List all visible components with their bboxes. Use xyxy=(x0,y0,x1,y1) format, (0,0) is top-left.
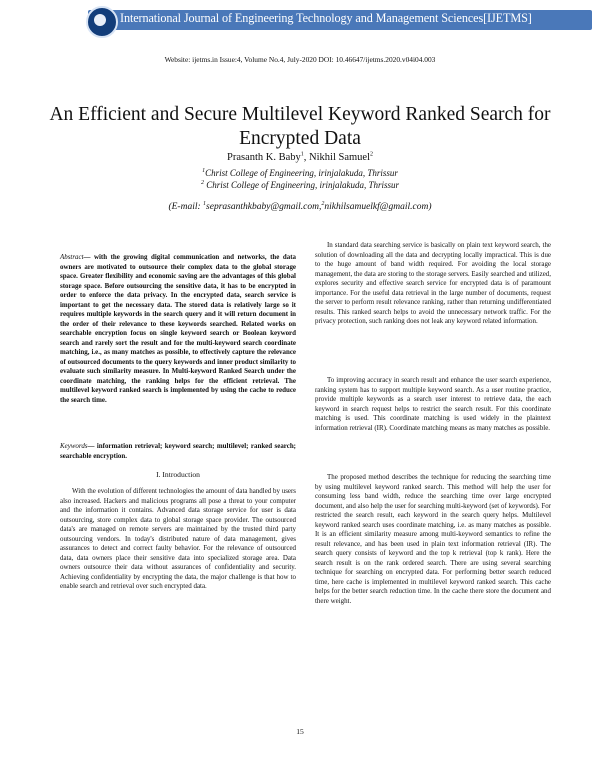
affiliation-2-sup: 2 xyxy=(200,180,204,186)
author-separator: , xyxy=(303,152,310,163)
affiliation-2 xyxy=(0,179,600,191)
section-heading-introduction: I. Introduction xyxy=(156,470,200,479)
email-2[interactable]: nikhilsamuelkf@gmail.com) xyxy=(324,202,432,212)
abstract-text: — with the growing digital communication and networks, the data owners are motivated to outsource their complex data to the global storage space. Greater flexibility and economic saving are the advantages of this global storage space. Before outsourcing the sensitive data, it has to be encrypted in order to enforce the data privacy. In the encrypted data, search service is important to get the necessary data. The stored data is relatively large so it requires multiple keywords in the search query and it will return document in the order of their relevance to these keywords searched. Related works on searchable encryption focus on single keyword search or Boolean keyword search and rarely sort the result and for the multi-keyword search coordinate matching, i.e., as many matches as possible, to effectively capture the relevance of outsourced documents to the query keywords and inner product similarity to evaluate such similarity measure. In Multi-keyword Ranked Search under the coordinate matching, the ranking helps for the efficient retrieval. The multilevel keyword ranked search is implemented by using the cache to reduce the search time. xyxy=(60,253,296,404)
paragraph-right-3: The proposed method describes the technique for reducing the searching time by using multilevel keyword ranked search. This method will help the user for consuming less band width, reduce the searching time over large encrypted document, and also help the user for searching multi-keyword (set of keywords). For restricted the search result, each keyword in the search query helps. Multilevel keyword ranked search uses coordinate matching, i.e. as many matches as possible. It is an efficient similarity measure among multi-keyword semantics to refine the result relevance, and has been used in plain text information retrieval (IR). The search query consists of keyword and the top k retrieval (top k rank). Here the search result is on the rank ordered search. There are using several searching technique for searching on encrypted data. For performing better search reduced time, here cache is implemented in multilevel keyword ranked search. This cache helps for the better search reduction time. In the cache there store the document and there weight. xyxy=(315,473,551,605)
paragraph-intro-1: With the evolution of different technologies the amount of data handled by users also increased. Hackers and malicious programs all pose a threat to your computer and the information it contains. Advanced data storage service for user is data outsourcing, store complex data to global storage space provider. The outsourced data's are managed on remote servers are maintained by the trusted third party outsourcing vendors. In today's distributed nature of data management, gives assurances to detect and correct faulty behavior. For the relevance of outsourced data, data owners place their sensitive data into specialized storage area. Data owners outsource their data without assurances of confidentiality and security. Achieving confidentiality by encrypting the data, the major challenge is that how to enable search and retrieval over such encrypted data. xyxy=(60,487,296,590)
affiliation-2-text: Christ College of Engineering, irinjalakuda, Thrissur xyxy=(203,180,399,190)
author-2: Nikhil Samuel xyxy=(309,152,370,163)
journal-title: International Journal of Engineering Technology and Management Sciences[IJETMS] xyxy=(120,11,532,25)
email-2-sup: 2 xyxy=(321,200,325,207)
keywords-text: — information retrieval; keyword search; multilevel; ranked search; searchable encryption. xyxy=(60,442,296,460)
journal-logo-icon xyxy=(86,6,118,38)
author-1-sup: 1 xyxy=(300,151,304,158)
author-2-sup: 2 xyxy=(370,151,373,158)
website-line: Website: ijetms.in Issue:4, Volume No.4, July-2020 DOI: 10.46647/ijetms.2020.v04i04.003 xyxy=(164,55,436,64)
email-prefix: (E-mail: xyxy=(168,202,204,212)
abstract-lead: Abstract xyxy=(60,253,84,261)
keywords-lead: Keywords xyxy=(60,442,88,450)
affiliation-1-sup: 1 xyxy=(202,168,206,174)
affiliation-1 xyxy=(0,167,600,179)
author-1: Prasanth K. Baby xyxy=(226,152,301,163)
abstract xyxy=(60,253,296,405)
page-number: 15 xyxy=(296,727,304,736)
email-line xyxy=(0,202,600,212)
email-1[interactable]: seprasanthkbaby@gmail.com, xyxy=(206,202,322,212)
keywords xyxy=(60,442,296,461)
email-1-sup: 1 xyxy=(203,200,207,207)
paragraph-right-2: To improving accuracy in search result and enhance the user search experience, ranking system has to support multiple keyword search. As a user routine practice, provide multiple keywords as a search user interest to retrieve data, the each keyword in search request helps to restrict the search result. For this coordinate matching is used. This coordinate matching is used widely in the plaintext information retrieval (IR). Coordinate matching means as many matches as possible. xyxy=(315,376,551,432)
paragraph-right-1: In standard data searching service is basically on plain text keyword search, the solution of downloading all the data and decrypting locally impractical. This is due to the huge amount of band width required. For avoiding the local storage management, the data are storing to the storage servers. Easily searched and utilized, explores security and effective search service for encrypted data is of paramount importance. For the useful data retrieval in the large number of documents, request the server to perform result relevance ranking, rather than returning undifferentiated results. This ranked search helps to avoid the unnecessary network traffic. For the privacy protection, such ranking does not leak any keyword related information. xyxy=(315,241,551,325)
paper-title: An Efficient and Secure Multilevel Keyword Ranked Search for Encrypted Data xyxy=(49,104,551,149)
affiliation-1-text: Christ College of Engineering, irinjalakuda, Thrissur xyxy=(205,168,398,178)
author-line xyxy=(0,152,600,163)
